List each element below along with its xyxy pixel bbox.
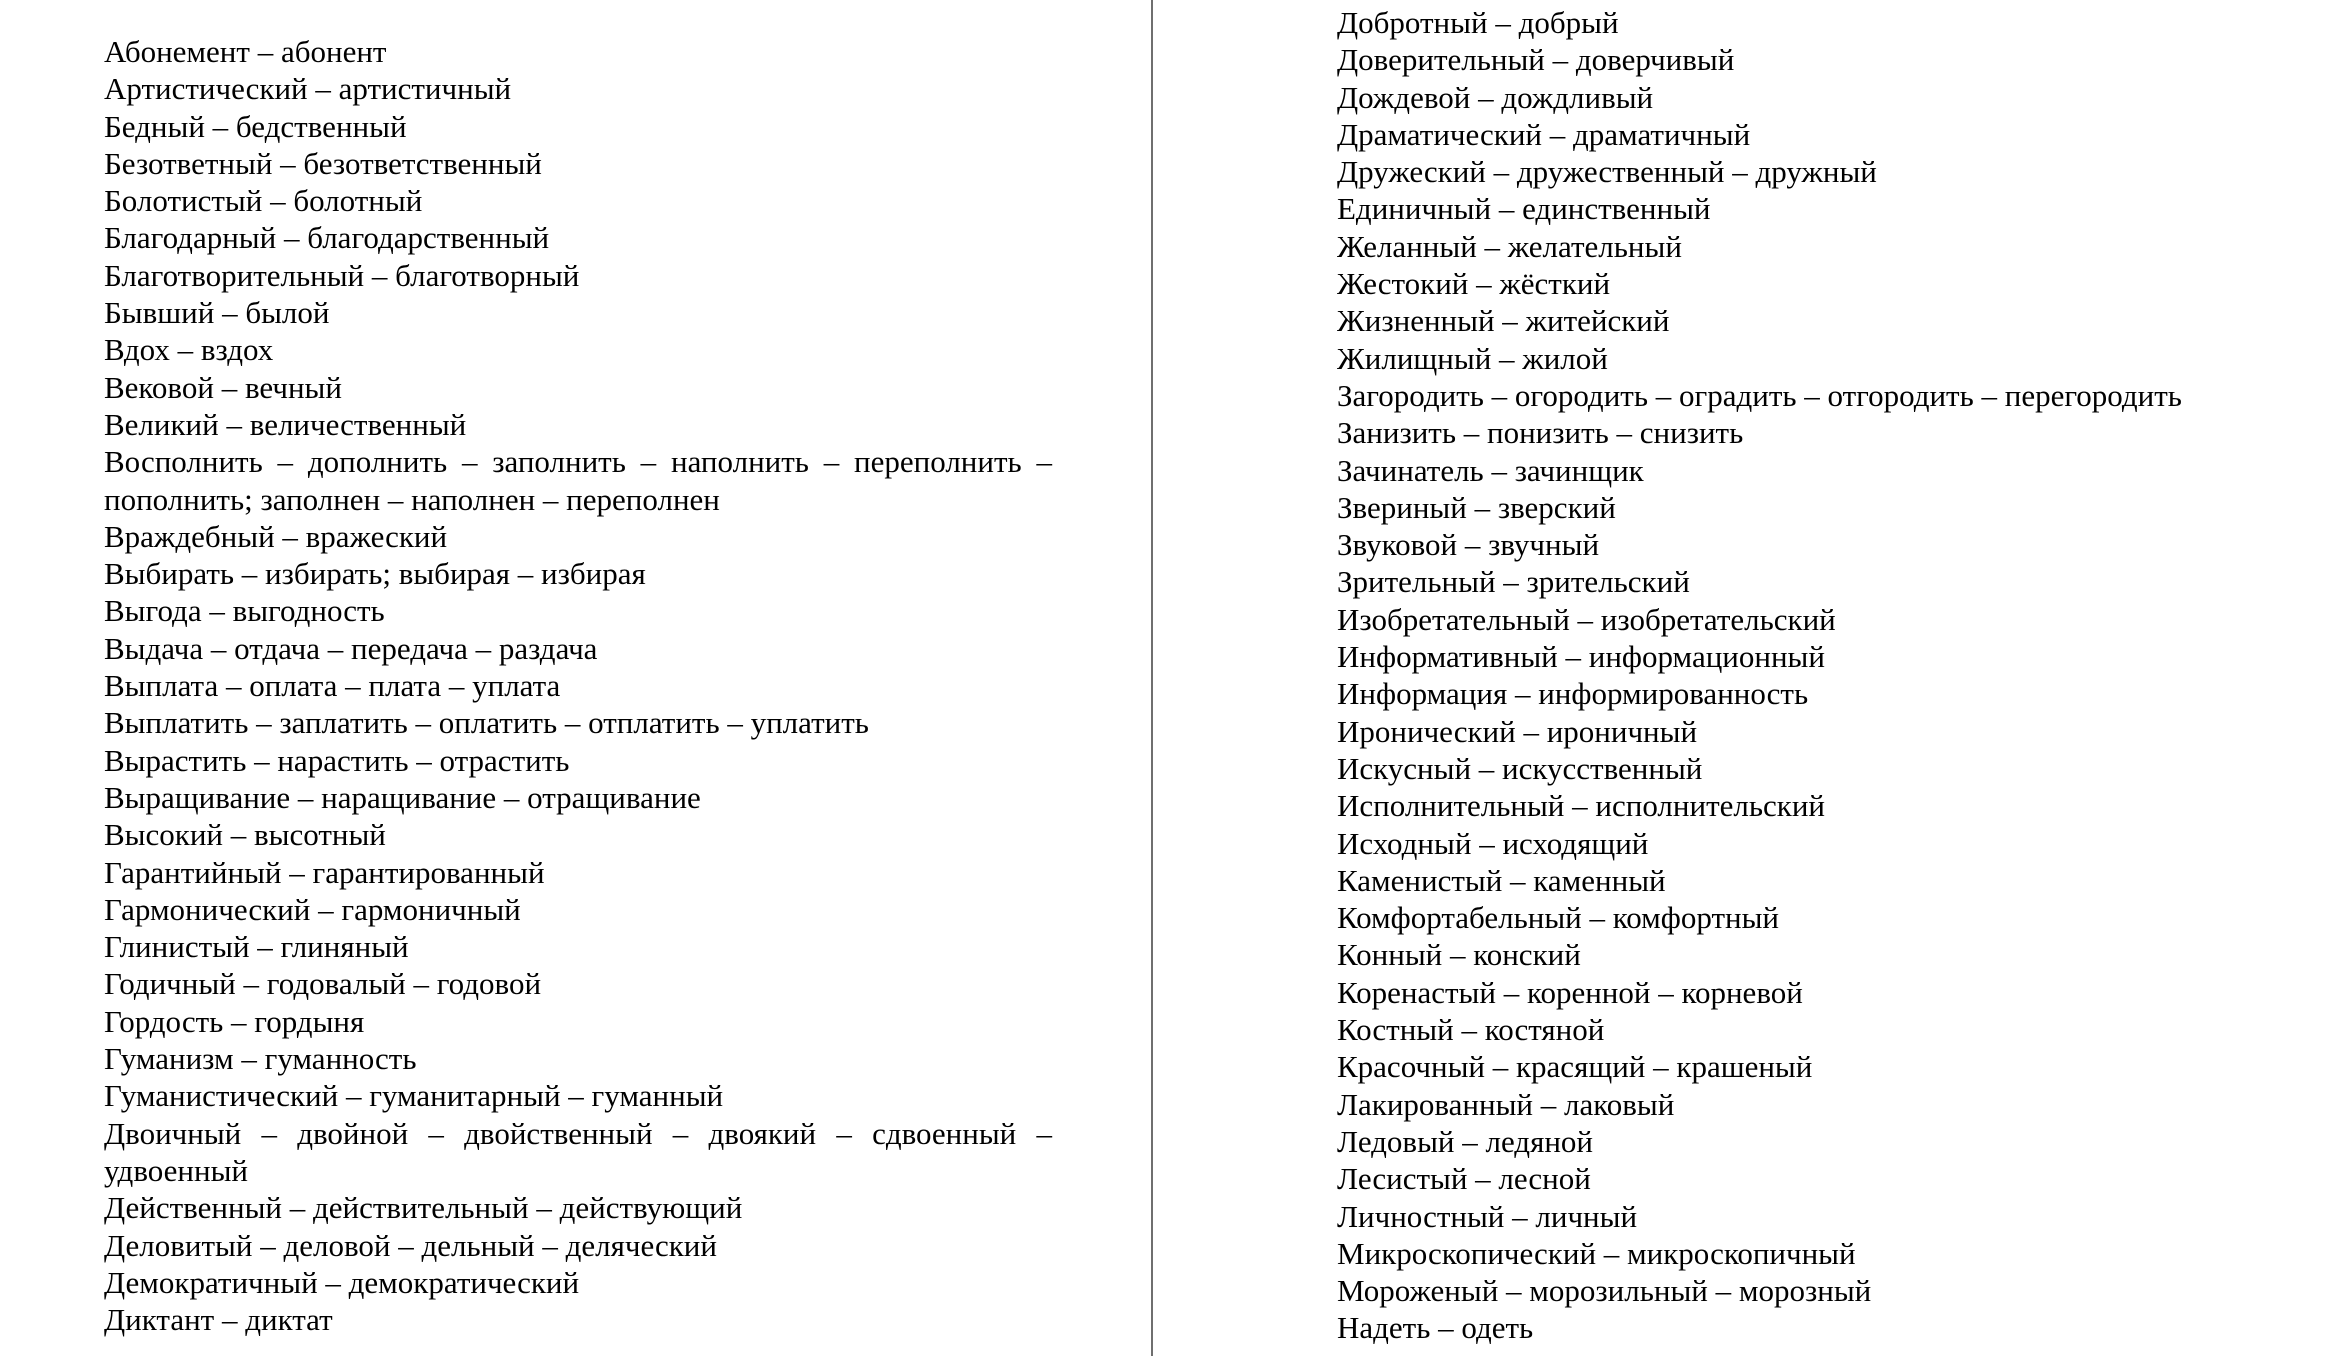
list-item: Жизненный – житейский bbox=[1337, 303, 1670, 339]
list-item: Бедный – бедственный bbox=[104, 108, 407, 144]
list-item: Выплатить – заплатить – оплатить – отплатить – уплатить bbox=[104, 705, 869, 741]
list-item: Гуманизм – гуманность bbox=[104, 1041, 417, 1077]
list-item: Добротный – добрый bbox=[1337, 5, 1619, 40]
list-item: Звериный – зверский bbox=[1337, 489, 1616, 525]
list-item: Костный – костяной bbox=[1337, 1012, 1605, 1048]
list-item bbox=[104, 1115, 1052, 1152]
list-item: Глинистый – глиняный bbox=[104, 929, 409, 965]
page-divider bbox=[1151, 0, 1153, 1356]
list-item: Желанный – желательный bbox=[1337, 228, 1682, 264]
list-item: Демократичный – демократический bbox=[104, 1264, 580, 1300]
list-item: пополнить; заполнен – наполнен – переполнен bbox=[104, 481, 720, 517]
list-item: Микроскопический – микроскопичный bbox=[1337, 1235, 1856, 1271]
list-item: Гордость – гордыня bbox=[104, 1003, 365, 1039]
list-item: Гуманистический – гуманитарный – гуманный bbox=[104, 1078, 724, 1114]
list-item: Жилищный – жилой bbox=[1337, 340, 1608, 376]
list-item: Благодарный – благодарственный bbox=[104, 220, 550, 256]
list-item: Искусный – искусственный bbox=[1337, 750, 1703, 786]
list-item: Информативный – информационный bbox=[1337, 639, 1825, 675]
list-item: Дружеский – дружественный – дружный bbox=[1337, 154, 1877, 190]
list-item: Мороженый – морозильный – морозный bbox=[1337, 1273, 1872, 1309]
list-item: Комфортабельный – комфортный bbox=[1337, 900, 1780, 936]
list-item: Дождевой – дождливый bbox=[1337, 79, 1654, 115]
right-word-list bbox=[1337, 4, 2182, 1347]
list-item: Звуковой – звучный bbox=[1337, 527, 1600, 563]
list-item: Выращивание – наращивание – отращивание bbox=[104, 779, 701, 815]
list-item: Личностный – личный bbox=[1337, 1198, 1638, 1234]
list-item: Информация – информированность bbox=[1337, 676, 1809, 712]
list-item: Бывший – былой bbox=[104, 295, 330, 331]
list-item: Годичный – годовалый – годовой bbox=[104, 966, 542, 1002]
list-item: Враждебный – вражеский bbox=[104, 518, 448, 554]
list-item: Выплата – оплата – плата – уплата bbox=[104, 668, 561, 704]
list-item: Доверительный – доверчивый bbox=[1337, 42, 1735, 78]
list-item: Выбирать – избирать; выбирая – избирая bbox=[104, 556, 646, 592]
list-item: Единичный – единственный bbox=[1337, 191, 1711, 227]
list-item bbox=[104, 443, 1052, 480]
list-item: Вдох – вздох bbox=[104, 332, 274, 368]
list-item: Вырастить – нарастить – отрастить bbox=[104, 742, 570, 778]
list-item: Коренастый – коренной – корневой bbox=[1337, 974, 1803, 1010]
list-item: Гарантийный – гарантированный bbox=[104, 854, 545, 890]
list-item: Драматический – драматичный bbox=[1337, 116, 1751, 152]
list-item: Лакированный – лаковый bbox=[1337, 1086, 1675, 1122]
list-item: Ледовый – ледяной bbox=[1337, 1123, 1594, 1159]
list-item: удвоенный bbox=[104, 1152, 248, 1188]
list-item: Красочный – красящий – крашеный bbox=[1337, 1049, 1813, 1085]
list-item: Лесистый – лесной bbox=[1337, 1161, 1591, 1197]
justified-line: Восполнить – дополнить – заполнить – наполнить – переполнить – bbox=[104, 444, 1052, 480]
list-item: Жестокий – жёсткий bbox=[1337, 266, 1611, 302]
list-item: Исходный – исходящий bbox=[1337, 825, 1649, 861]
right-page bbox=[1154, 0, 2334, 1356]
list-item: Благотворительный – благотворный bbox=[104, 257, 580, 293]
list-item: Действенный – действительный – действующий bbox=[104, 1190, 743, 1226]
list-item: Безответный – безответственный bbox=[104, 145, 542, 181]
list-item: Надеть – одеть bbox=[1337, 1310, 1534, 1346]
list-item: Изобретательный – изобретательский bbox=[1337, 601, 1836, 637]
list-item: Великий – величественный bbox=[104, 406, 467, 442]
list-item: Зачинатель – зачинщик bbox=[1337, 452, 1644, 488]
list-item: Вековой – вечный bbox=[104, 369, 342, 405]
list-item: Диктант – диктат bbox=[104, 1302, 333, 1338]
list-item: Выгода – выгодность bbox=[104, 593, 385, 629]
left-page bbox=[0, 0, 1152, 1356]
list-item: Выдача – отдача – передача – раздача bbox=[104, 630, 598, 666]
list-item: Иронический – ироничный bbox=[1337, 713, 1698, 749]
list-item: Артистический – артистичный bbox=[104, 71, 512, 107]
list-item: Конный – конский bbox=[1337, 937, 1581, 973]
list-item: Болотистый – болотный bbox=[104, 183, 423, 219]
list-item: Загородить – огородить – оградить – отгородить – перегородить bbox=[1337, 377, 2182, 413]
list-item: Зрительный – зрительский bbox=[1337, 564, 1690, 600]
list-item: Деловитый – деловой – дельный – деляческий bbox=[104, 1227, 717, 1263]
list-item: Исполнительный – исполнительский bbox=[1337, 788, 1825, 824]
list-item: Занизить – понизить – снизить bbox=[1337, 415, 1744, 451]
justified-line: Двоичный – двойной – двойственный – двоякий – сдвоенный – bbox=[104, 1115, 1052, 1151]
left-word-list bbox=[104, 33, 1052, 1338]
list-item: Высокий – высотный bbox=[104, 817, 386, 853]
list-item: Каменистый – каменный bbox=[1337, 862, 1666, 898]
list-item: Гармонический – гармоничный bbox=[104, 891, 521, 927]
list-item: Абонемент – абонент bbox=[104, 34, 387, 69]
